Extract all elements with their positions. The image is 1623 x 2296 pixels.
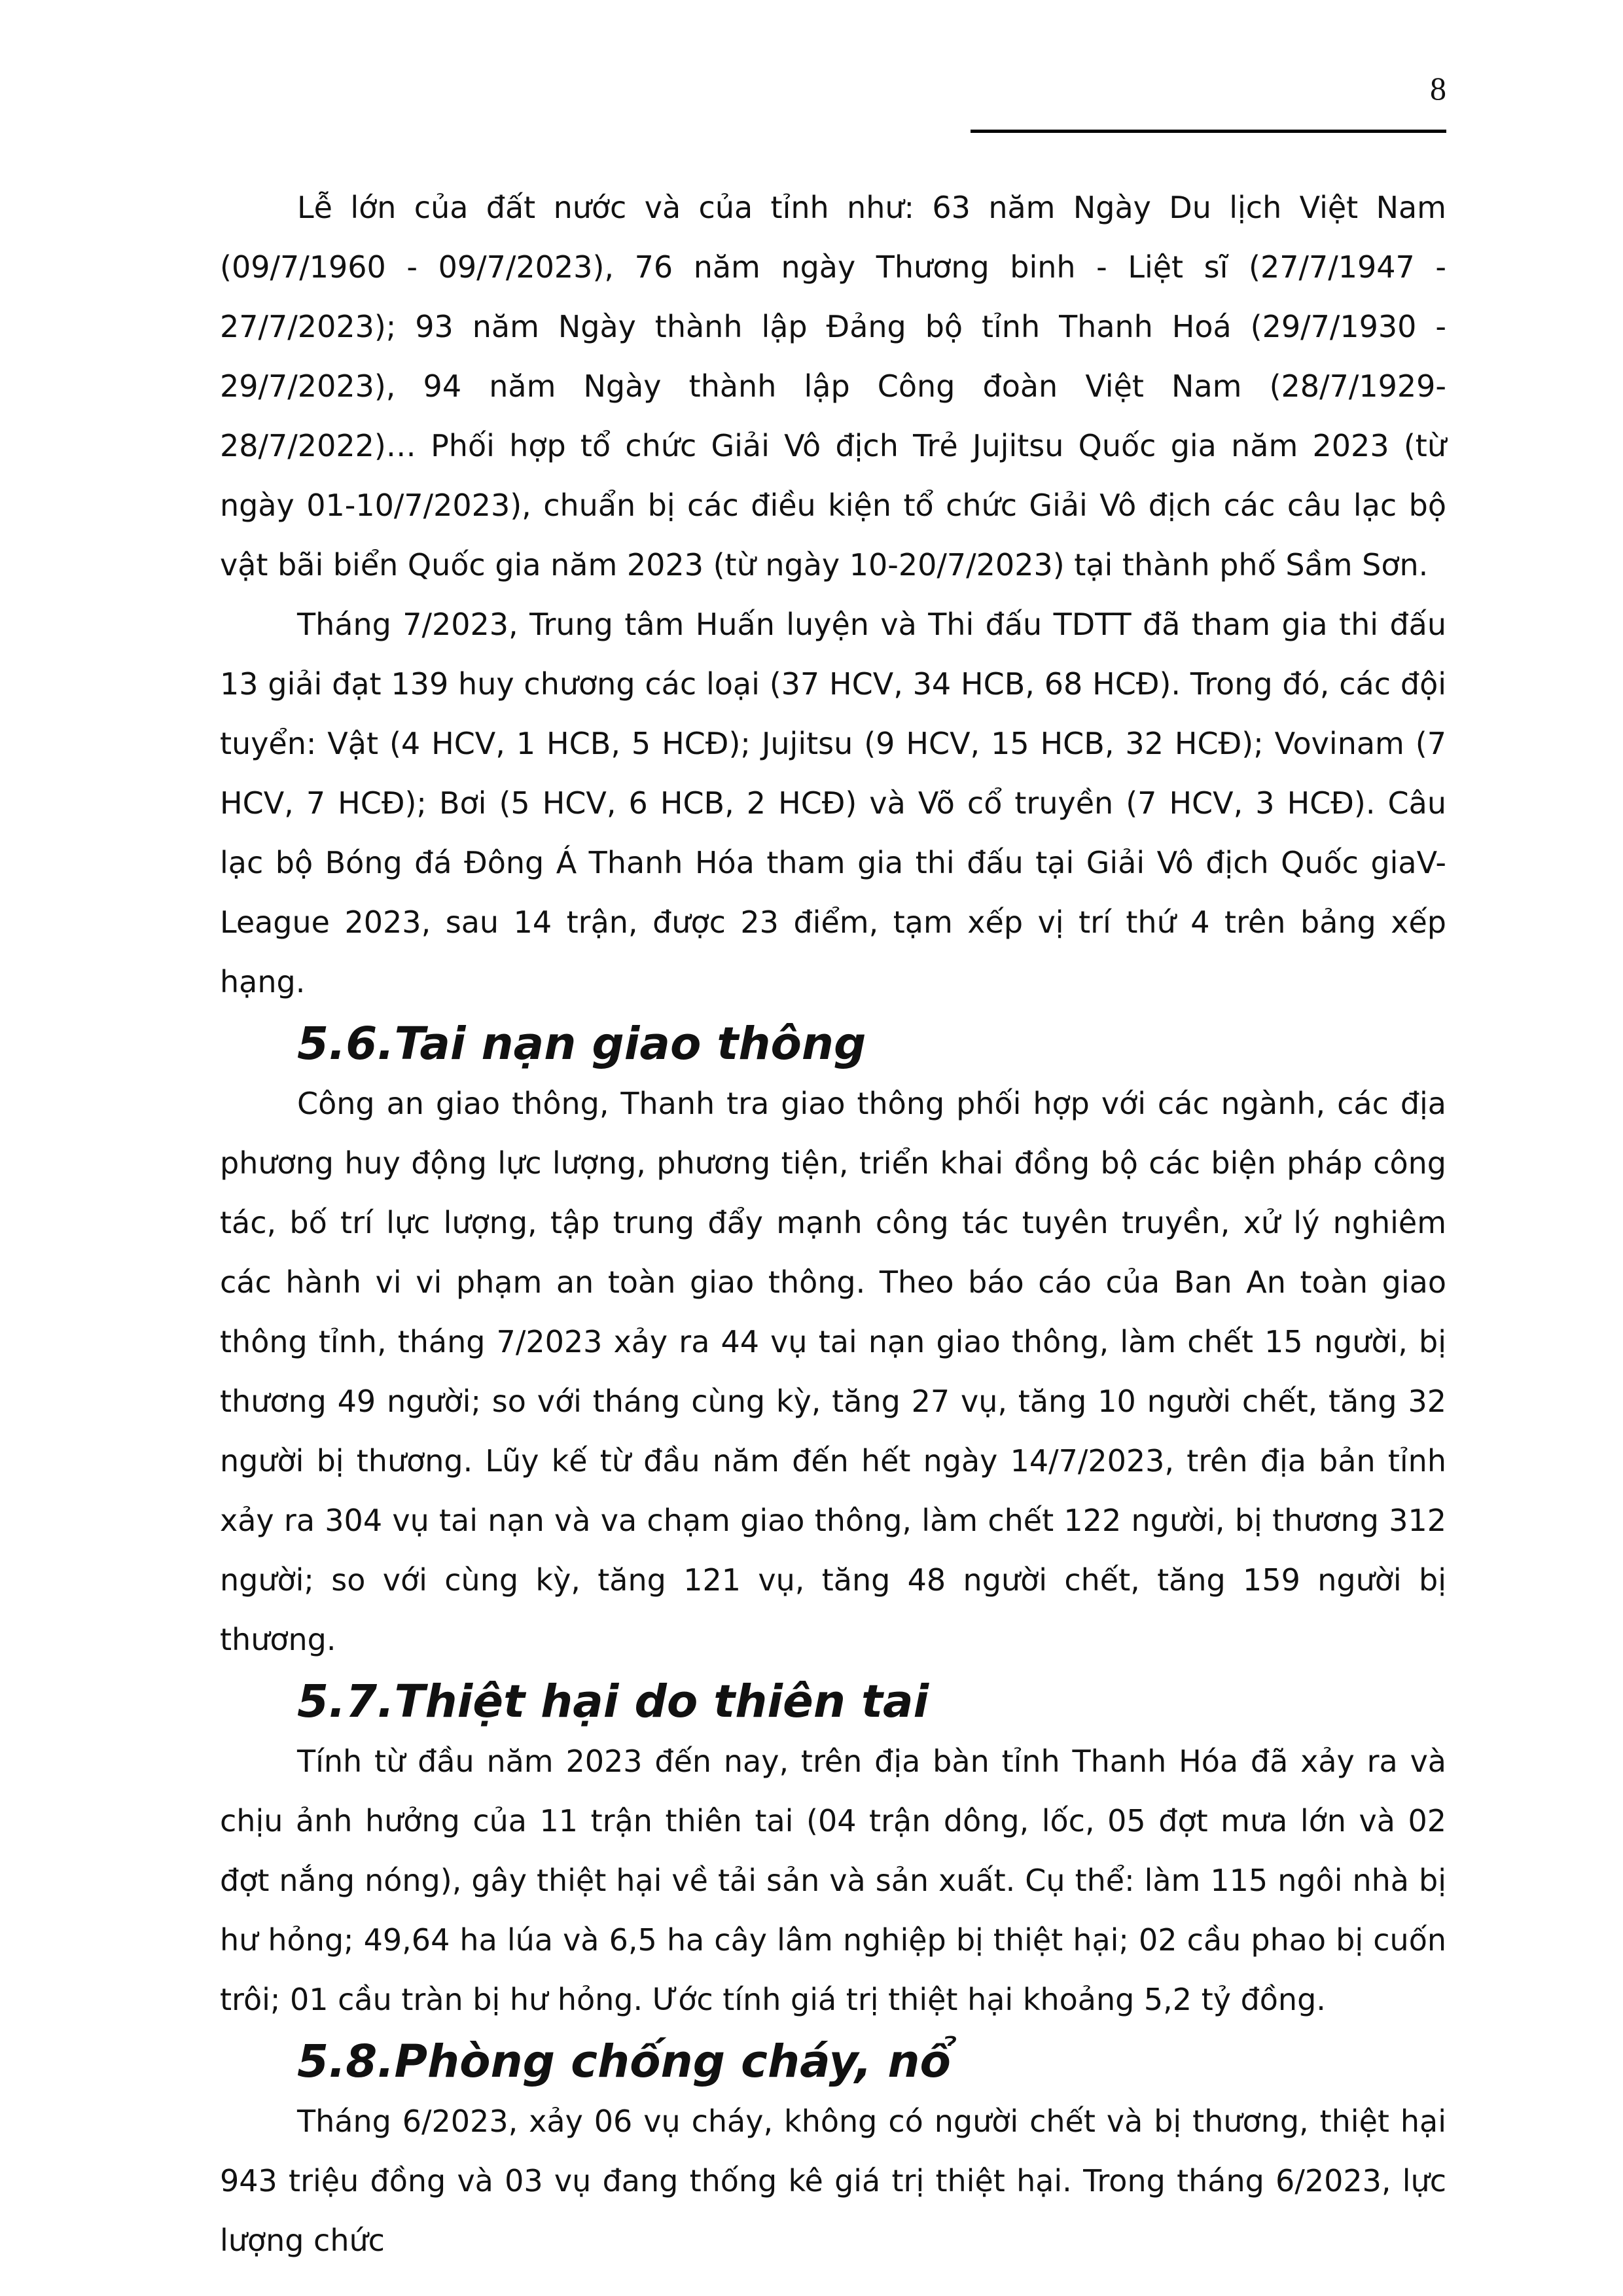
document-body — [220, 178, 1446, 2270]
paragraph-traffic-accidents: Công an giao thông, Thanh tra giao thông phối hợp với các ngành, các địa phương huy động lực lượng, phương tiện, triển khai đồng bộ các biện pháp công tác, bố trí lực lượng, tập trung đẩy mạnh công tác tuyên truyền, xử lý nghiêm các hành vi vi phạm an toàn giao thông. Theo báo cáo của Ban An toàn giao thông tỉnh, tháng 7/2023 xảy ra 44 vụ tai nạn giao thông, làm chết 15 người, bị thương 49 người; so với tháng cùng kỳ, tăng 27 vụ, tăng 10 người chết, tăng 32 người bị thương. Lũy kế từ đầu năm đến hết ngày 14/7/2023, trên địa bản tỉnh xảy ra 304 vụ tai nạn và va chạm giao thông, làm chết 122 người, bị thương 312 người; so với cùng kỳ, tăng 121 vụ, tăng 48 người chết, tăng 159 người bị thương. — [220, 1086, 1446, 1657]
section-heading-traffic-accidents: 5.6.Tai nạn giao thông — [297, 1018, 866, 1070]
paragraph-sports: Tháng 7/2023, Trung tâm Huấn luyện và Thi đấu TDTT đã tham gia thi đấu 13 giải đạt 139 huy chương các loại (37 HCV, 34 HCB, 68 HCĐ). Trong đó, các đội tuyển: Vật (4 HCV, 1 HCB, 5 HCĐ); Jujitsu (9 HCV, 15 HCB, 32 HCĐ); Vovinam (7 HCV, 7 HCĐ); Bơi (5 HCV, 6 HCB, 2 HCĐ) và Võ cổ truyền (7 HCV, 3 HCĐ). Câu lạc bộ Bóng đá Đông Á Thanh Hóa tham gia thi đấu tại Giải Vô địch Quốc giaV-League 2023, sau 14 trận, được 23 điểm, tạm xếp vị trí thứ 4 trên bảng xếp hạng. — [220, 607, 1446, 999]
page-number: 8 — [1430, 70, 1446, 107]
paragraph-fire-prevention: Tháng 6/2023, xảy 06 vụ cháy, không có người chết và bị thương, thiệt hại 943 triệu đồng và 03 vụ đang thống kê giá trị thiệt hại. Trong tháng 6/2023, lực lượng chức — [220, 2104, 1446, 2258]
header-rule — [971, 130, 1446, 133]
paragraph-intro: Lễ lớn của đất nước và của tỉnh như: 63 năm Ngày Du lịch Việt Nam (09/7/1960 - 09/7/2023), 76 năm ngày Thương binh - Liệt sĩ (27/7/1947 - 27/7/2023); 93 năm Ngày thành lập Đảng bộ tỉnh Thanh Hoá (29/7/1930 - 29/7/2023), 94 năm Ngày thành lập Công đoàn Việt Nam (28/7/1929-28/7/2022)… Phối hợp tổ chức Giải Vô địch Trẻ Jujitsu Quốc gia năm 2023 (từ ngày 01-10/7/2023), chuẩn bị các điều kiện tổ chức Giải Vô địch các câu lạc bộ vật bãi biển Quốc gia năm 2023 (từ ngày 10-20/7/2023) tại thành phố Sầm Sơn. — [220, 190, 1446, 583]
section-heading-natural-disasters: 5.7.Thiệt hại do thiên tai — [297, 1676, 929, 1728]
paragraph-natural-disasters: Tính từ đầu năm 2023 đến nay, trên địa bàn tỉnh Thanh Hóa đã xảy ra và chịu ảnh hưởng của 11 trận thiên tai (04 trận dông, lốc, 05 đợt mưa lớn và 02 đợt nắng nóng), gây thiệt hại về tải sản và sản xuất. Cụ thể: làm 115 ngôi nhà bị hư hỏng; 49,64 ha lúa và 6,5 ha cây lâm nghiệp bị thiệt hại; 02 cầu phao bị cuốn trôi; 01 cầu tràn bị hư hỏng. Ước tính giá trị thiệt hại khoảng 5,2 tỷ đồng. — [220, 1744, 1446, 2017]
section-heading-fire-prevention: 5.8.Phòng chống cháy, nổ — [297, 2036, 951, 2088]
